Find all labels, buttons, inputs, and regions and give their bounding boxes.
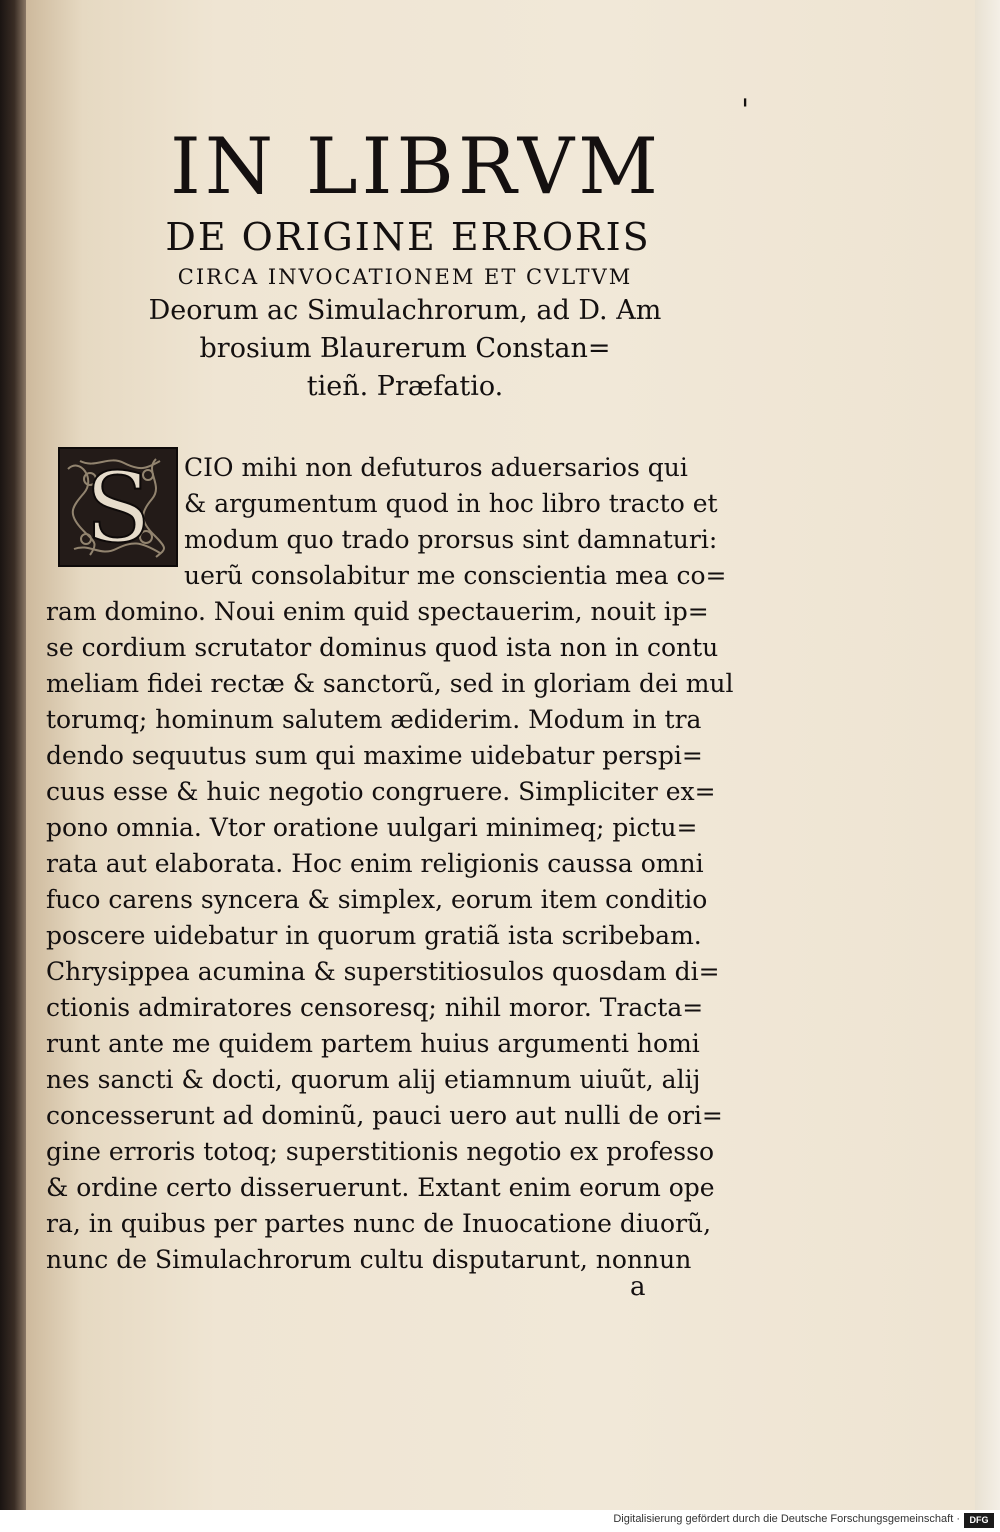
text-line: dendo sequutus sum qui maxime uidebatur perspi= [46, 741, 703, 770]
page-mark: ' [741, 93, 750, 128]
text-line: ctionis admiratores censoresq; nihil moror. Tracta= [46, 993, 704, 1022]
text-line: & ordine certo disseruerunt. Extant enim eorum ope [46, 1173, 715, 1202]
text-line: CIO mihi non defuturos aduersarios qui [184, 453, 688, 482]
title-line-2: DE ORIGINE ERRORIS [165, 215, 651, 259]
text-line: ram domino. Noui enim quid spectauerim, nouit ip= [46, 597, 709, 626]
text-line: concesserunt ad dominũ, pauci uero aut nulli de ori= [46, 1101, 723, 1130]
text-line: nes sancti & docti, quorum alij etiamnum uiuũt, alij [46, 1065, 701, 1094]
initial-letter: S [85, 452, 151, 564]
text-line: meliam fidei rectæ & sanctorũ, sed in gloriam dei mul [46, 669, 734, 698]
text-line: modum quo trado prorsus sint damnaturi: [184, 525, 718, 554]
subtitle [120, 292, 690, 406]
binding-edge [0, 0, 26, 1510]
text-line: ra, in quibus per partes nunc de Inuocatione diuorũ, [46, 1209, 712, 1238]
text-line: fuco carens syncera & simplex, eorum item conditio [46, 885, 708, 914]
catchword: a [630, 1272, 646, 1302]
footer-credit: Digitalisierung gefördert durch die Deutsche Forschungsgemeinschaft · [613, 1513, 960, 1525]
scan-margin-right [975, 0, 1000, 1510]
text-line: rata aut elaborata. Hoc enim religionis caussa omni [46, 849, 704, 878]
text-line: nunc de Simulachrorum cultu disputarunt, nonnun [46, 1245, 692, 1274]
decorated-initial-ornament [60, 449, 176, 565]
text-line: gine erroris totoq; superstitionis negotio ex professo [46, 1137, 714, 1166]
subtitle-line: tieñ. Præfatio. [306, 371, 504, 402]
title-line-3: CIRCA INVOCATIONEM ET CVLTVM [177, 265, 633, 289]
subtitle-line: brosium Blaurerum Constan= [199, 333, 611, 364]
text-line: cuus esse & huic negotio congruere. Simpliciter ex= [46, 777, 716, 806]
text-line: & argumentum quod in hoc libro tracto et [184, 489, 718, 518]
text-line: poscere uidebatur in quorum gratiã ista scribebam. [46, 921, 702, 950]
subtitle-line: Deorum ac Simulachrorum, ad D. Am [148, 295, 662, 326]
text-line: runt ante me quidem partem huius argumenti homi [46, 1029, 700, 1058]
text-line: pono omnia. Vtor oratione uulgari minimeq; pictu= [46, 813, 698, 842]
title-line-1: IN LIBRVM [170, 122, 662, 212]
dfg-logo: DFG [964, 1513, 994, 1528]
footer-bar [0, 1510, 1000, 1532]
text-line: se cordium scrutator dominus quod ista non in contu [46, 633, 719, 662]
text-line: Chrysippea acumina & superstitiosulos quosdam di= [46, 957, 720, 986]
text-line: uerũ consolabitur me conscientia mea co= [184, 561, 727, 590]
decorated-initial [58, 447, 178, 567]
text-line: torumq; hominum salutem ædiderim. Modum in tra [46, 705, 702, 734]
